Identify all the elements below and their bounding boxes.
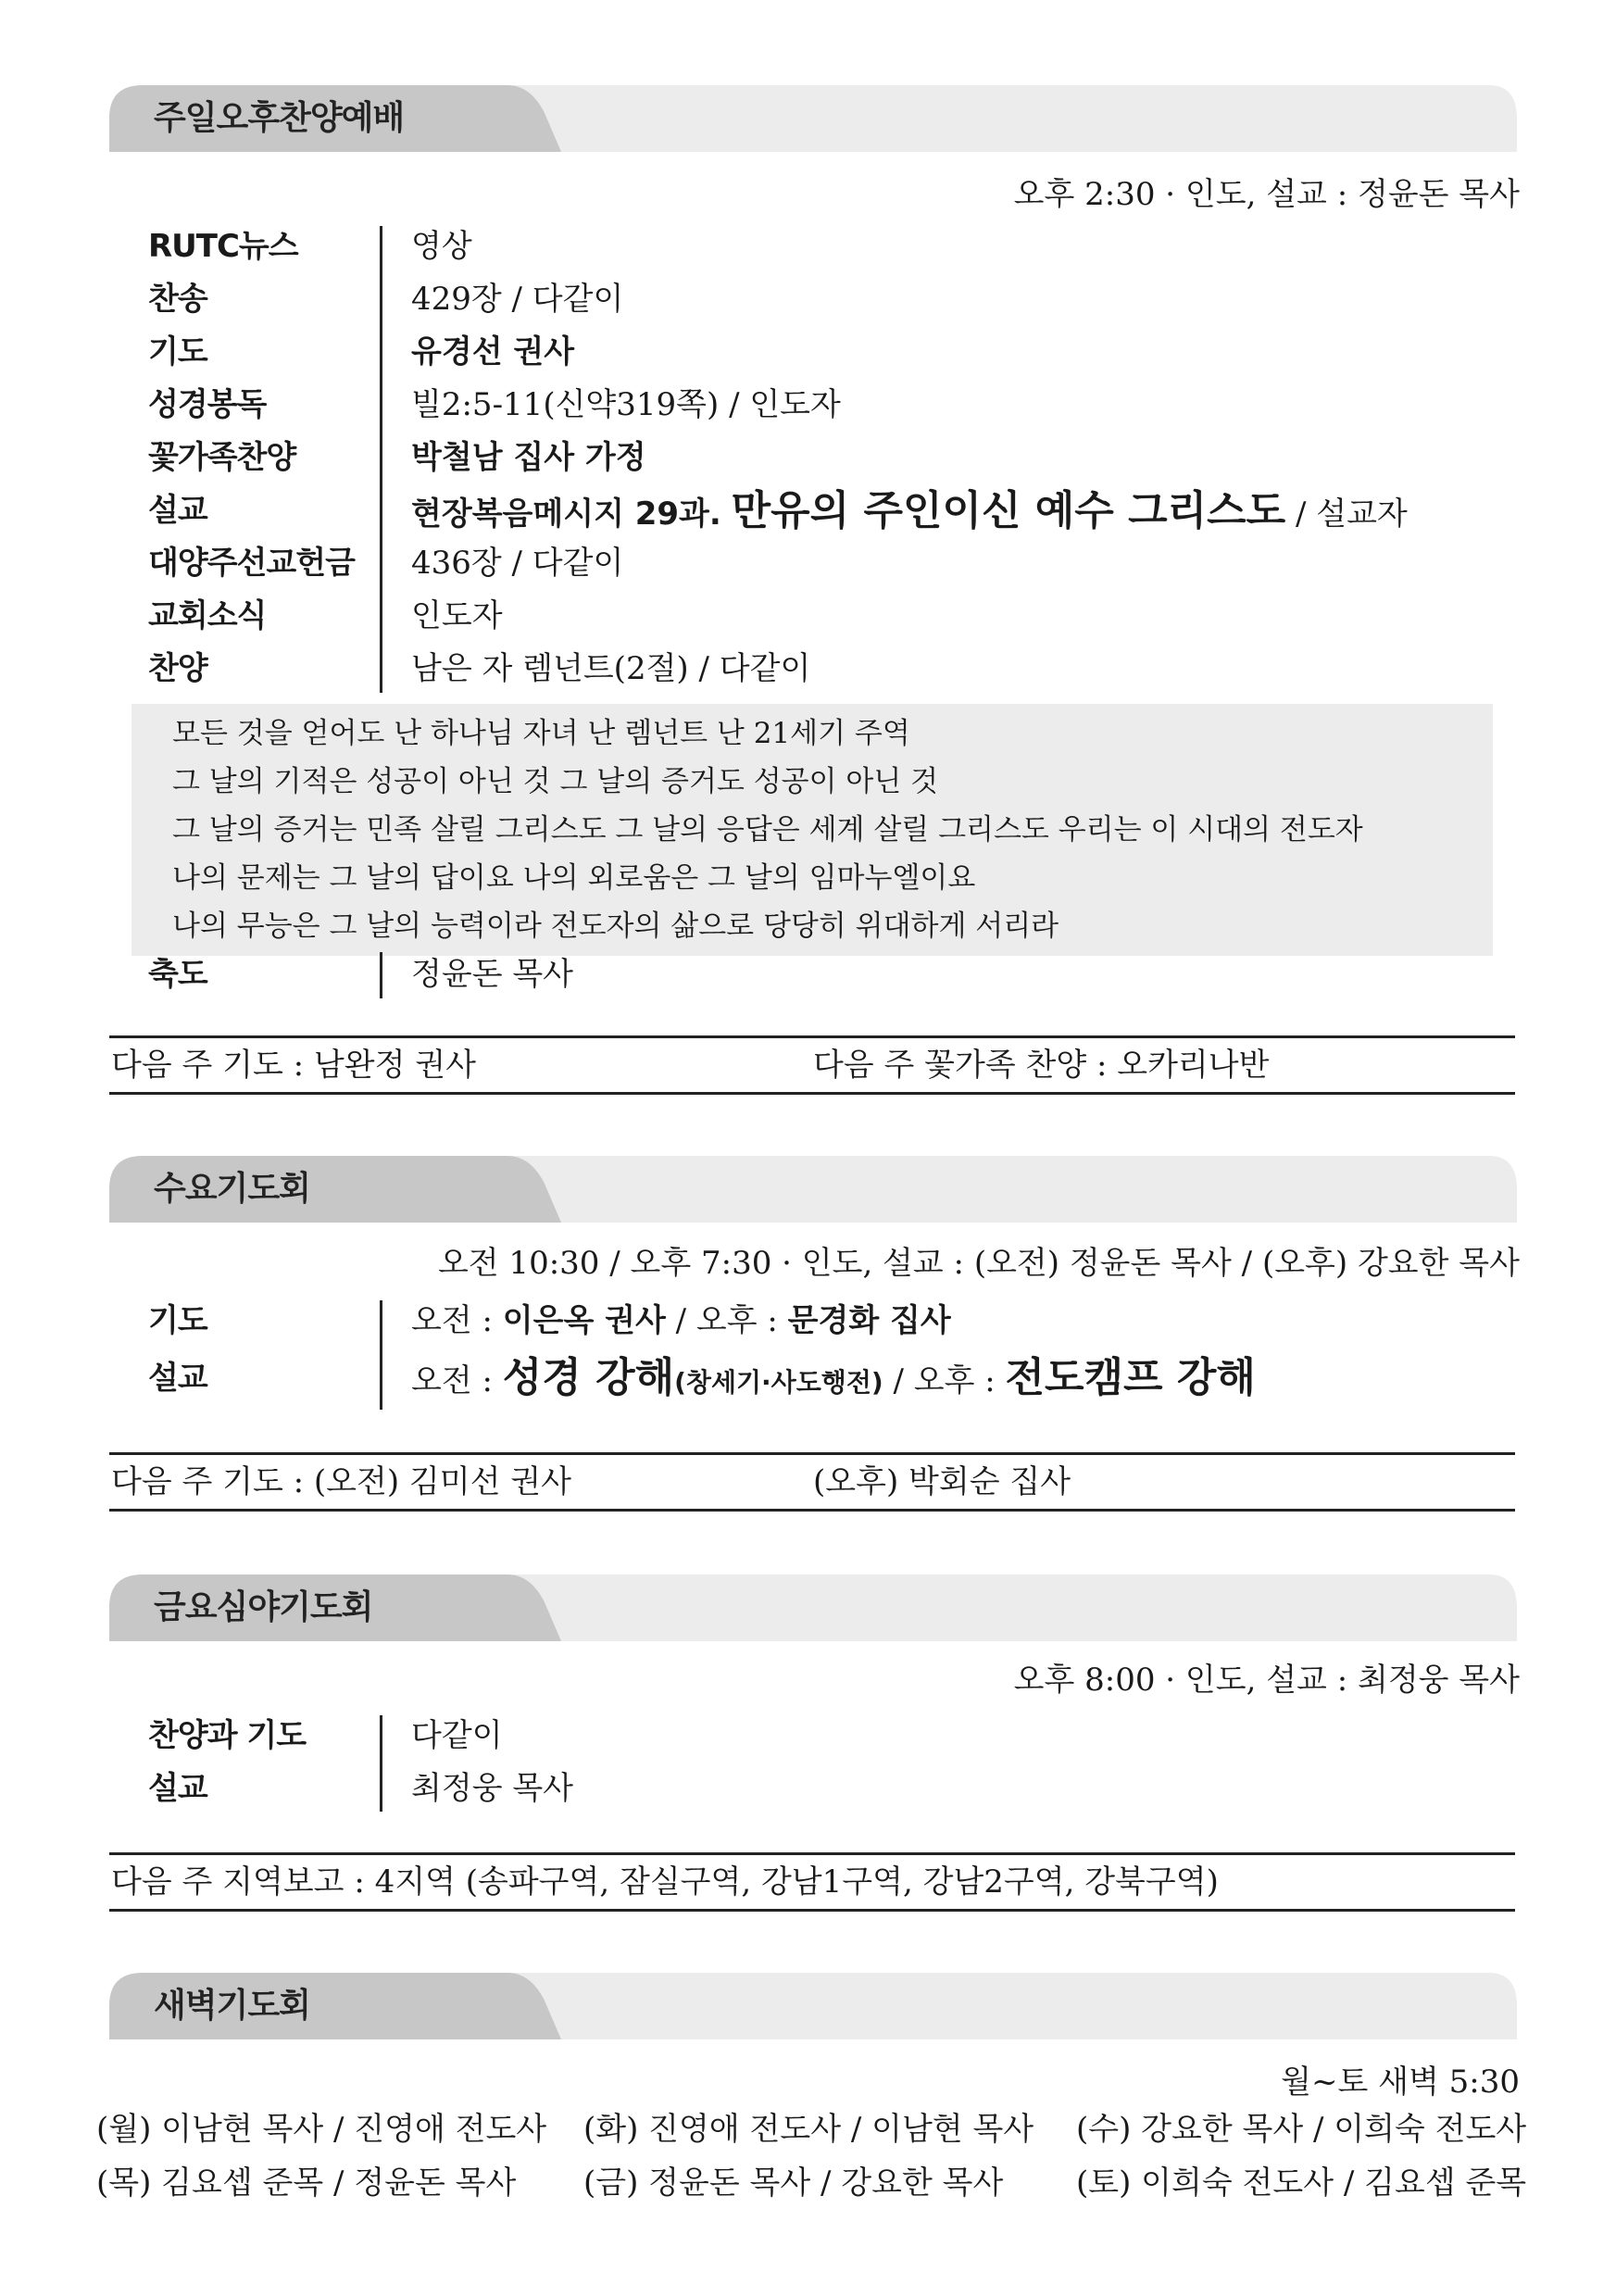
row-label: 기도	[148, 1302, 207, 1339]
pm-prayer-name: 문경화 집사	[787, 1302, 951, 1339]
section-title: 새벽기도회	[154, 1987, 310, 2025]
order-row	[148, 590, 1528, 643]
header-tab-shape	[109, 1973, 1517, 2039]
day-entry: (화) 진영애 전도사 / 이남현 목사	[583, 2111, 1034, 2148]
next-week-footer	[109, 1852, 1515, 1912]
row-value: 인도자	[411, 597, 503, 634]
order-row	[148, 537, 1528, 590]
sermon-title: 만유의 주인이신 예수 그리스도	[731, 487, 1286, 534]
row-value: 436장 / 다같이	[411, 545, 624, 582]
next-week-footer	[109, 1452, 1515, 1512]
lyrics-line: 나의 무능은 그 날의 능력이라 전도자의 삶으로 당당히 위대하게 서리라	[172, 910, 1059, 943]
row-label: 기도	[148, 333, 207, 370]
section-header	[109, 85, 1517, 152]
day-entry: (금) 정윤돈 목사 / 강요한 목사	[583, 2164, 1004, 2202]
section-title: 수요기도회	[154, 1170, 310, 1208]
lyrics-line: 나의 문제는 그 날의 답이요 나의 외로움은 그 날의 임마누엘이요	[172, 861, 976, 895]
section-header	[109, 1156, 1517, 1223]
order-row	[148, 1763, 1528, 1815]
next-prayer-am: 다음 주 기도 : (오전) 김미선 권사	[111, 1463, 571, 1500]
pm-prefix: / 오후 :	[883, 1362, 1006, 1399]
order-row	[148, 948, 1528, 1001]
order-row	[148, 1710, 1528, 1763]
benediction-grid	[148, 948, 1528, 1001]
prayer-value	[411, 1295, 951, 1348]
dawn-row	[96, 2156, 1527, 2210]
row-value: 영상	[411, 228, 472, 265]
order-row	[148, 326, 1528, 379]
order-row	[148, 379, 1528, 432]
sermon-series: 현장복음메시지 29과.	[411, 496, 721, 533]
row-value: 다같이	[411, 1717, 503, 1754]
row-value: 최정웅 목사	[411, 1770, 574, 1807]
sermon-suffix: / 설교자	[1285, 496, 1408, 533]
row-label: 찬송	[148, 281, 207, 318]
section-header	[109, 1575, 1517, 1641]
next-week-footer	[109, 1035, 1515, 1095]
dawn-row	[96, 2102, 1527, 2156]
next-flower-family: 다음 주 꽃가족 찬양 : 오카리나반	[813, 1047, 1270, 1084]
row-value: 빌2:5-11(신약319쪽) / 인도자	[411, 386, 841, 423]
order-row	[148, 220, 1528, 273]
section-title: 금요심야기도회	[154, 1588, 373, 1626]
row-label: 성경봉독	[148, 386, 267, 423]
order-row	[148, 432, 1528, 484]
row-label: 설교	[148, 1770, 207, 1807]
row-label: 대양주선교헌금	[148, 545, 355, 582]
sermon-value	[411, 1348, 1256, 1413]
am-prefix: 오전 :	[411, 1362, 503, 1399]
row-value: 박철남 집사 가정	[411, 439, 646, 476]
dawn-schedule	[96, 2102, 1527, 2210]
am-sermon-books: (창세기·사도행전)	[674, 1367, 883, 1398]
section-title: 주일오후찬양예배	[154, 99, 405, 137]
next-region-report: 다음 주 지역보고 : 4지역 (송파구역, 잠실구역, 강남1구역, 강남2구역, 강북구역)	[111, 1863, 1219, 1901]
order-row	[148, 1348, 1528, 1409]
service-time: 오후 8:00 · 인도, 설교 : 최정웅 목사	[1013, 1662, 1520, 1699]
pm-sermon-title: 전도캠프 강해	[1005, 1354, 1256, 1401]
next-prayer: 다음 주 기도 : 남완정 권사	[111, 1047, 476, 1084]
row-label: RUTC뉴스	[148, 228, 298, 265]
row-value: 정윤돈 목사	[411, 956, 574, 993]
row-value: 유경선 권사	[411, 333, 575, 370]
lyrics-line: 그 날의 증거는 민족 살릴 그리스도 그 날의 응답은 세계 살릴 그리스도 우리는 이 시대의 전도자	[172, 813, 1363, 847]
order-row	[148, 273, 1528, 326]
day-entry: (토) 이희숙 전도사 / 김요셉 준목	[1076, 2164, 1527, 2202]
header-tab-shape	[109, 1156, 1517, 1223]
service-time: 오전 10:30 / 오후 7:30 · 인도, 설교 : (오전) 정윤돈 목사 / (오후) 강요한 목사	[437, 1245, 1520, 1282]
row-label: 설교	[148, 1360, 207, 1397]
lyrics-line: 그 날의 기적은 성공이 아닌 것 그 날의 증거도 성공이 아닌 것	[172, 765, 939, 798]
day-entry: (월) 이남현 목사 / 진영애 전도사	[96, 2111, 547, 2148]
day-entry: (수) 강요한 목사 / 이희숙 전도사	[1076, 2111, 1527, 2148]
row-value: 429장 / 다같이	[411, 281, 624, 318]
pm-prefix: / 오후 :	[665, 1302, 788, 1339]
order-grid	[148, 1295, 1528, 1409]
row-label: 축도	[148, 956, 207, 993]
row-value: 남은 자 렘넌트(2절) / 다같이	[411, 650, 811, 687]
row-label: 꽃가족찬양	[148, 439, 296, 476]
lyrics-line: 모든 것을 얻어도 난 하나님 자녀 난 렘넌트 난 21세기 주역	[172, 717, 910, 750]
am-sermon-title: 성경 강해	[502, 1354, 675, 1401]
service-time: 월~토 새벽 5:30	[1281, 2064, 1520, 2101]
am-prefix: 오전 :	[411, 1302, 503, 1339]
am-prayer-name: 이은옥 권사	[502, 1302, 666, 1339]
sermon-value	[411, 484, 1408, 541]
next-prayer-pm: (오후) 박회순 집사	[813, 1463, 1071, 1500]
section-header	[109, 1973, 1517, 2039]
order-row	[148, 1295, 1528, 1348]
row-label: 찬양과 기도	[148, 1717, 307, 1754]
row-label: 설교	[148, 492, 207, 529]
order-row	[148, 484, 1528, 537]
row-label: 교회소식	[148, 597, 267, 634]
service-time: 오후 2:30 · 인도, 설교 : 정윤돈 목사	[1013, 176, 1520, 213]
lyrics-box	[132, 704, 1493, 956]
day-entry: (목) 김요셉 준목 / 정윤돈 목사	[96, 2164, 517, 2202]
order-grid	[148, 220, 1528, 696]
row-label: 찬양	[148, 650, 207, 687]
order-row	[148, 643, 1528, 696]
order-grid	[148, 1710, 1528, 1815]
